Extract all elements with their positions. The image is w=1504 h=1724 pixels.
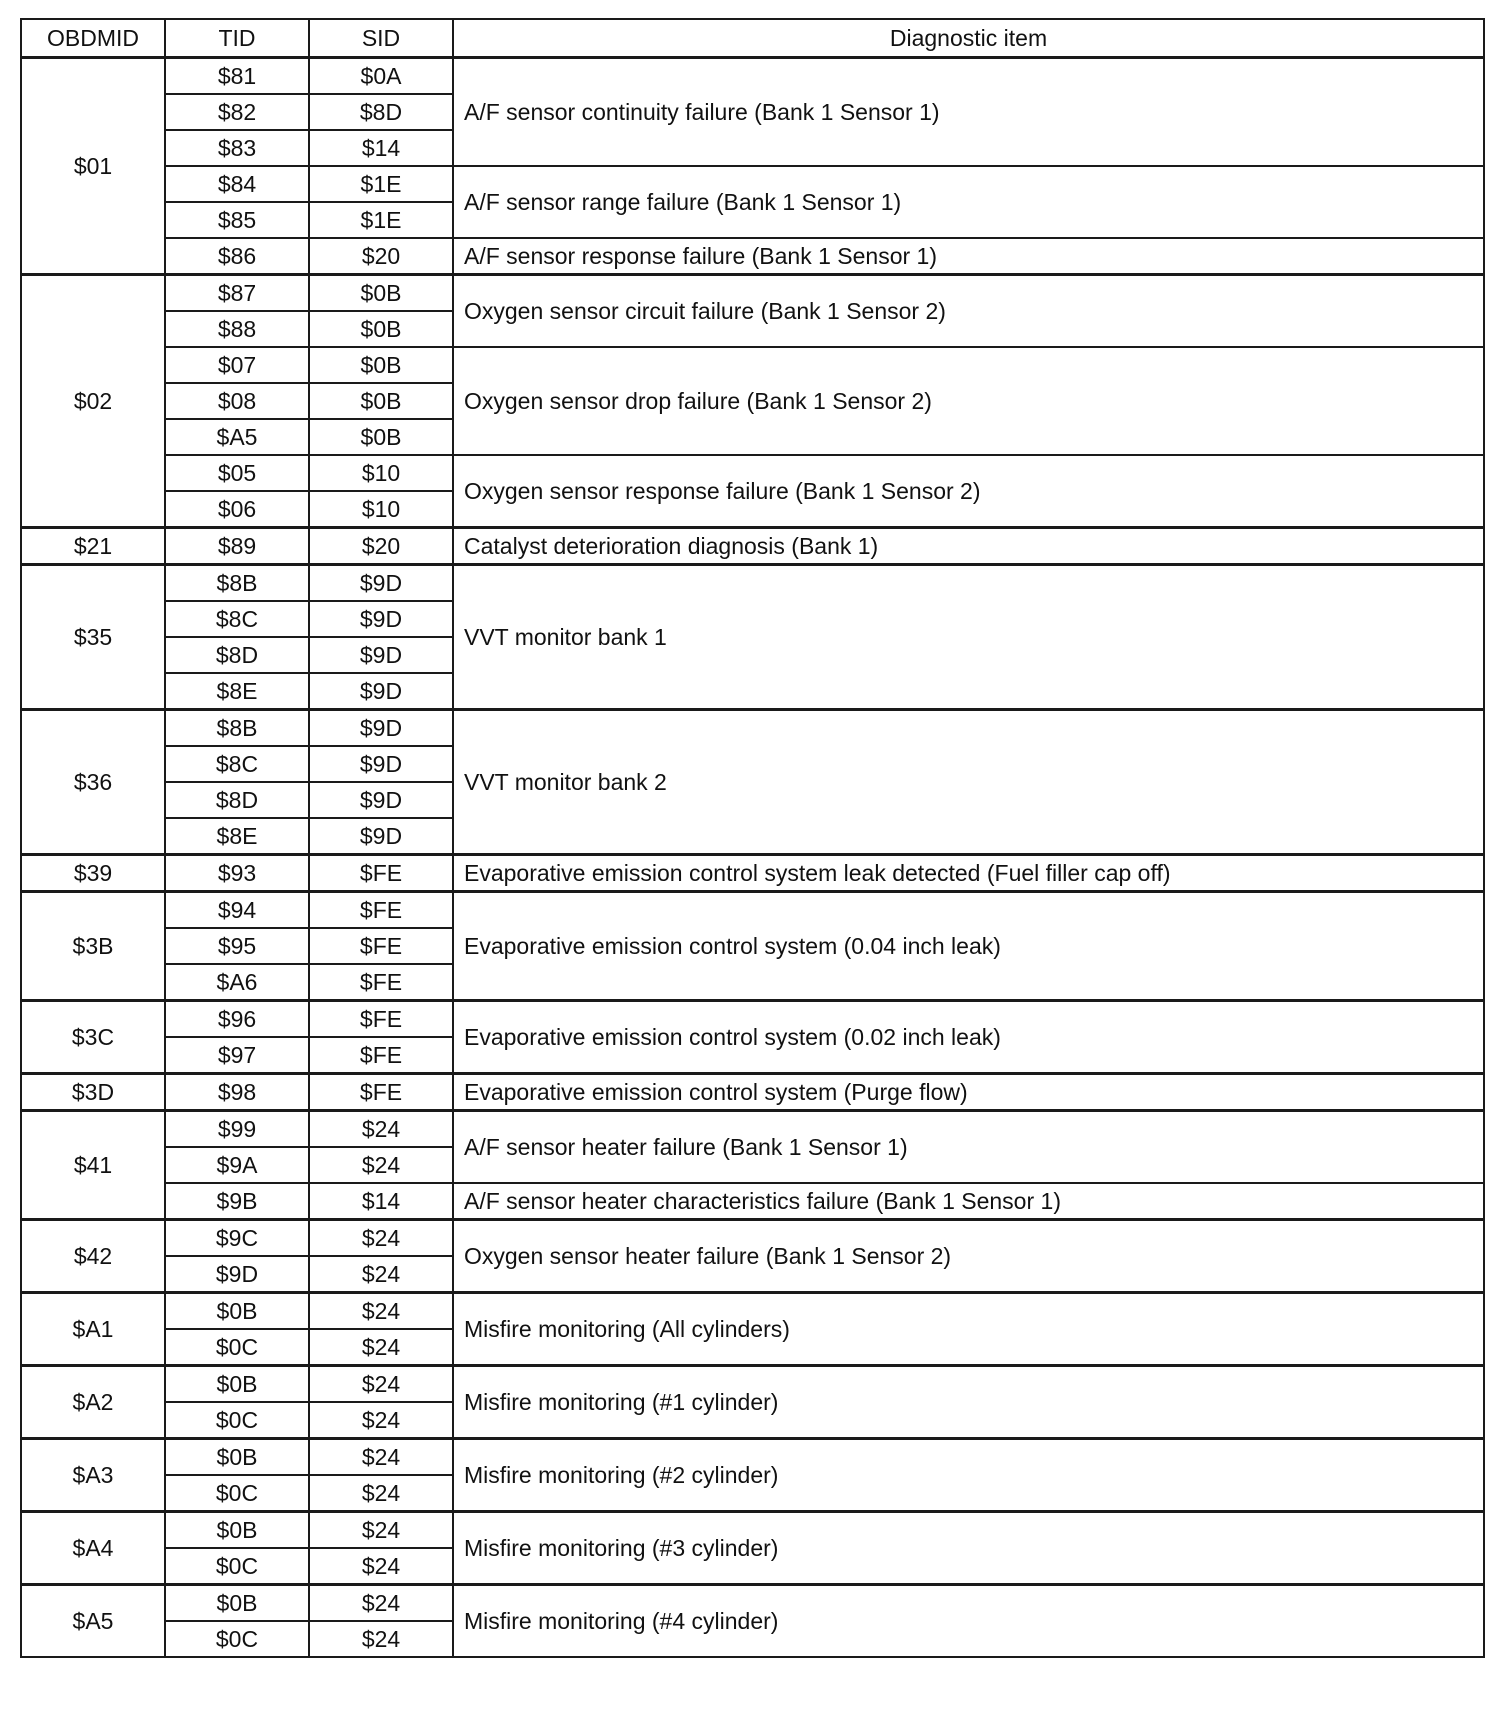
cell-diagnostic-item: Oxygen sensor heater failure (Bank 1 Sensor 2) xyxy=(453,1220,1484,1293)
cell-tid: $84 xyxy=(165,166,309,202)
cell-tid: $06 xyxy=(165,491,309,528)
cell-diagnostic-item: A/F sensor range failure (Bank 1 Sensor 1) xyxy=(453,166,1484,238)
cell-diagnostic-item: Misfire monitoring (#1 cylinder) xyxy=(453,1366,1484,1439)
table-row xyxy=(21,1293,1484,1330)
table-row xyxy=(21,238,1484,275)
cell-tid: $8C xyxy=(165,746,309,782)
cell-diagnostic-item: Misfire monitoring (All cylinders) xyxy=(453,1293,1484,1366)
cell-tid: $0B xyxy=(165,1293,309,1330)
cell-sid: $24 xyxy=(309,1293,453,1330)
table-row xyxy=(21,1183,1484,1220)
cell-obdmid: $02 xyxy=(21,275,165,528)
table-row xyxy=(21,1220,1484,1257)
obdmid-table xyxy=(20,18,1485,1658)
cell-sid: $0B xyxy=(309,311,453,347)
cell-sid: $0B xyxy=(309,347,453,383)
cell-tid: $94 xyxy=(165,892,309,929)
cell-sid: $0A xyxy=(309,58,453,95)
cell-tid: $A6 xyxy=(165,964,309,1001)
cell-sid: $24 xyxy=(309,1111,453,1148)
cell-obdmid: $A4 xyxy=(21,1512,165,1585)
cell-tid: $0C xyxy=(165,1402,309,1439)
cell-sid: $14 xyxy=(309,1183,453,1220)
cell-obdmid: $36 xyxy=(21,710,165,855)
cell-tid: $86 xyxy=(165,238,309,275)
table-row xyxy=(21,1366,1484,1403)
obdmid-table-wrapper xyxy=(20,18,1485,1658)
cell-tid: $0C xyxy=(165,1548,309,1585)
cell-tid: $0C xyxy=(165,1475,309,1512)
cell-tid: $0B xyxy=(165,1512,309,1549)
cell-tid: $9A xyxy=(165,1147,309,1183)
cell-diagnostic-item: Oxygen sensor circuit failure (Bank 1 Sensor 2) xyxy=(453,275,1484,348)
cell-tid: $8B xyxy=(165,710,309,747)
cell-tid: $0C xyxy=(165,1329,309,1366)
cell-tid: $9D xyxy=(165,1256,309,1293)
cell-tid: $08 xyxy=(165,383,309,419)
cell-tid: $99 xyxy=(165,1111,309,1148)
cell-tid: $0B xyxy=(165,1439,309,1476)
cell-tid: $88 xyxy=(165,311,309,347)
table-row xyxy=(21,1585,1484,1622)
header-sid: SID xyxy=(309,19,453,58)
cell-tid: $A5 xyxy=(165,419,309,455)
cell-sid: $FE xyxy=(309,855,453,892)
table-row xyxy=(21,528,1484,565)
cell-tid: $8B xyxy=(165,565,309,602)
table-row xyxy=(21,1512,1484,1549)
cell-sid: $24 xyxy=(309,1147,453,1183)
cell-diagnostic-item: A/F sensor heater characteristics failure (Bank 1 Sensor 1) xyxy=(453,1183,1484,1220)
cell-sid: $FE xyxy=(309,1074,453,1111)
cell-obdmid: $A2 xyxy=(21,1366,165,1439)
cell-tid: $82 xyxy=(165,94,309,130)
cell-tid: $8D xyxy=(165,782,309,818)
table-row xyxy=(21,892,1484,929)
cell-tid: $0C xyxy=(165,1621,309,1657)
table-row xyxy=(21,347,1484,383)
cell-tid: $95 xyxy=(165,928,309,964)
cell-sid: $20 xyxy=(309,238,453,275)
cell-diagnostic-item: Evaporative emission control system (Purge flow) xyxy=(453,1074,1484,1111)
cell-sid: $24 xyxy=(309,1329,453,1366)
cell-obdmid: $3C xyxy=(21,1001,165,1074)
header-row xyxy=(21,19,1484,58)
cell-sid: $1E xyxy=(309,202,453,238)
cell-tid: $8C xyxy=(165,601,309,637)
cell-sid: $FE xyxy=(309,892,453,929)
cell-obdmid: $3D xyxy=(21,1074,165,1111)
cell-sid: $FE xyxy=(309,964,453,1001)
cell-sid: $8D xyxy=(309,94,453,130)
cell-sid: $24 xyxy=(309,1220,453,1257)
cell-tid: $83 xyxy=(165,130,309,166)
table-row xyxy=(21,855,1484,892)
cell-sid: $24 xyxy=(309,1548,453,1585)
cell-sid: $24 xyxy=(309,1402,453,1439)
table-row xyxy=(21,1439,1484,1476)
cell-obdmid: $42 xyxy=(21,1220,165,1293)
cell-sid: $9D xyxy=(309,565,453,602)
cell-tid: $85 xyxy=(165,202,309,238)
cell-sid: $24 xyxy=(309,1439,453,1476)
cell-diagnostic-item: Evaporative emission control system leak detected (Fuel filler cap off) xyxy=(453,855,1484,892)
cell-tid: $05 xyxy=(165,455,309,491)
cell-diagnostic-item: Catalyst deterioration diagnosis (Bank 1) xyxy=(453,528,1484,565)
table-row xyxy=(21,275,1484,312)
table-row xyxy=(21,1074,1484,1111)
cell-tid: $9C xyxy=(165,1220,309,1257)
cell-sid: $0B xyxy=(309,275,453,312)
cell-sid: $9D xyxy=(309,746,453,782)
table-row xyxy=(21,166,1484,202)
cell-diagnostic-item: Misfire monitoring (#2 cylinder) xyxy=(453,1439,1484,1512)
cell-sid: $14 xyxy=(309,130,453,166)
cell-diagnostic-item: A/F sensor continuity failure (Bank 1 Sensor 1) xyxy=(453,58,1484,167)
cell-sid: $24 xyxy=(309,1621,453,1657)
table-body xyxy=(21,58,1484,1658)
cell-sid: $24 xyxy=(309,1256,453,1293)
cell-obdmid: $01 xyxy=(21,58,165,275)
cell-sid: $9D xyxy=(309,818,453,855)
cell-tid: $97 xyxy=(165,1037,309,1074)
header-tid: TID xyxy=(165,19,309,58)
cell-diagnostic-item: Oxygen sensor response failure (Bank 1 Sensor 2) xyxy=(453,455,1484,528)
table-row xyxy=(21,565,1484,602)
cell-tid: $81 xyxy=(165,58,309,95)
cell-diagnostic-item: Misfire monitoring (#4 cylinder) xyxy=(453,1585,1484,1658)
cell-obdmid: $41 xyxy=(21,1111,165,1220)
cell-obdmid: $39 xyxy=(21,855,165,892)
table-row xyxy=(21,710,1484,747)
cell-sid: $10 xyxy=(309,455,453,491)
cell-obdmid: $A1 xyxy=(21,1293,165,1366)
cell-tid: $89 xyxy=(165,528,309,565)
cell-tid: $98 xyxy=(165,1074,309,1111)
cell-diagnostic-item: Evaporative emission control system (0.02 inch leak) xyxy=(453,1001,1484,1074)
cell-obdmid: $35 xyxy=(21,565,165,710)
table-row xyxy=(21,1111,1484,1148)
cell-tid: $8E xyxy=(165,818,309,855)
cell-diagnostic-item: A/F sensor response failure (Bank 1 Sensor 1) xyxy=(453,238,1484,275)
cell-sid: $24 xyxy=(309,1475,453,1512)
cell-diagnostic-item: Oxygen sensor drop failure (Bank 1 Sensor 2) xyxy=(453,347,1484,455)
cell-tid: $8D xyxy=(165,637,309,673)
cell-tid: $96 xyxy=(165,1001,309,1038)
cell-obdmid: $21 xyxy=(21,528,165,565)
cell-sid: $0B xyxy=(309,419,453,455)
cell-sid: $9D xyxy=(309,673,453,710)
table-header xyxy=(21,19,1484,58)
cell-diagnostic-item: VVT monitor bank 1 xyxy=(453,565,1484,710)
cell-sid: $9D xyxy=(309,782,453,818)
cell-diagnostic-item: A/F sensor heater failure (Bank 1 Sensor 1) xyxy=(453,1111,1484,1184)
cell-diagnostic-item: VVT monitor bank 2 xyxy=(453,710,1484,855)
table-row xyxy=(21,58,1484,95)
header-diagnostic-item: Diagnostic item xyxy=(453,19,1484,58)
table-row xyxy=(21,1001,1484,1038)
cell-obdmid: $A5 xyxy=(21,1585,165,1658)
cell-sid: $9D xyxy=(309,601,453,637)
cell-tid: $0B xyxy=(165,1366,309,1403)
cell-obdmid: $3B xyxy=(21,892,165,1001)
cell-diagnostic-item: Misfire monitoring (#3 cylinder) xyxy=(453,1512,1484,1585)
cell-sid: $10 xyxy=(309,491,453,528)
header-obdmid: OBDMID xyxy=(21,19,165,58)
cell-sid: $20 xyxy=(309,528,453,565)
cell-tid: $0B xyxy=(165,1585,309,1622)
cell-tid: $87 xyxy=(165,275,309,312)
table-row xyxy=(21,455,1484,491)
cell-sid: $1E xyxy=(309,166,453,202)
cell-tid: $9B xyxy=(165,1183,309,1220)
cell-tid: $07 xyxy=(165,347,309,383)
cell-sid: $24 xyxy=(309,1366,453,1403)
cell-diagnostic-item: Evaporative emission control system (0.04 inch leak) xyxy=(453,892,1484,1001)
cell-sid: $FE xyxy=(309,1001,453,1038)
cell-sid: $24 xyxy=(309,1512,453,1549)
cell-sid: $24 xyxy=(309,1585,453,1622)
cell-sid: $FE xyxy=(309,928,453,964)
cell-tid: $93 xyxy=(165,855,309,892)
cell-sid: $9D xyxy=(309,637,453,673)
cell-sid: $9D xyxy=(309,710,453,747)
cell-sid: $0B xyxy=(309,383,453,419)
cell-obdmid: $A3 xyxy=(21,1439,165,1512)
cell-sid: $FE xyxy=(309,1037,453,1074)
cell-tid: $8E xyxy=(165,673,309,710)
